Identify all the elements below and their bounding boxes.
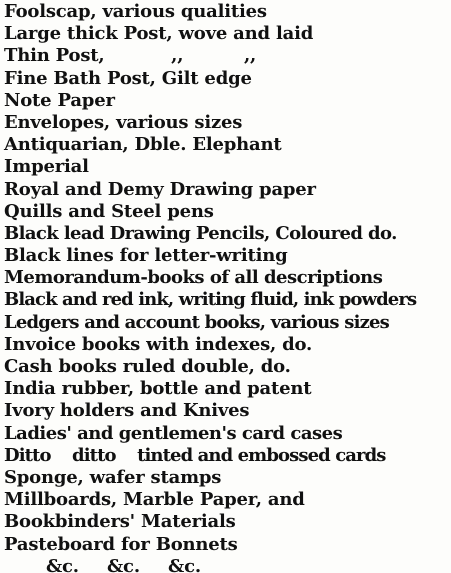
list-item: Invoice books with indexes, do.: [4, 333, 313, 355]
list-item: Black lead Drawing Pencils, Coloured do.: [4, 222, 397, 244]
list-item: &c. &c. &c.: [46, 555, 201, 573]
list-item: Cash books ruled double, do.: [4, 356, 291, 377]
list-item: Ledgers and account books, various sizes: [4, 311, 390, 333]
list-item: Millboards, Marble Paper, and: [4, 489, 305, 511]
list-item: Antiquarian, Dble. Elephant: [4, 134, 282, 156]
list-item: Pasteboard for Bonnets: [4, 533, 238, 555]
list-item: Memorandum-books of all descriptions: [4, 267, 383, 289]
list-item: Imperial: [4, 156, 89, 178]
list-item: Note Paper: [4, 89, 115, 111]
list-item: Envelopes, various sizes: [4, 111, 243, 133]
list-item: Sponge, wafer stamps: [4, 466, 222, 488]
list-item: Black lines for letter-writing: [4, 245, 288, 267]
list-item: Royal and Demy Drawing paper: [4, 178, 316, 200]
list-item: India rubber, bottle and patent: [4, 378, 312, 400]
list-item: Ditto ditto tinted and embossed cards: [4, 444, 386, 466]
list-item: Quills and Steel pens: [4, 200, 214, 222]
list-item: Thin Post, ,, ,,: [4, 45, 257, 67]
list-item: Fine Bath Post, Gilt edge: [4, 67, 252, 89]
list-item: Large thick Post, wove and laid: [4, 23, 314, 45]
list-item: Foolscap, various qualities: [4, 1, 267, 22]
list-item: Bookbinders' Materials: [4, 511, 236, 533]
list-item: Ladies' and gentlemen's card cases: [4, 422, 343, 444]
list-item: Ivory holders and Knives: [4, 400, 250, 422]
list-item: Black and red ink, writing fluid, ink powders: [4, 289, 417, 311]
stationery-list: [4, 1, 449, 573]
